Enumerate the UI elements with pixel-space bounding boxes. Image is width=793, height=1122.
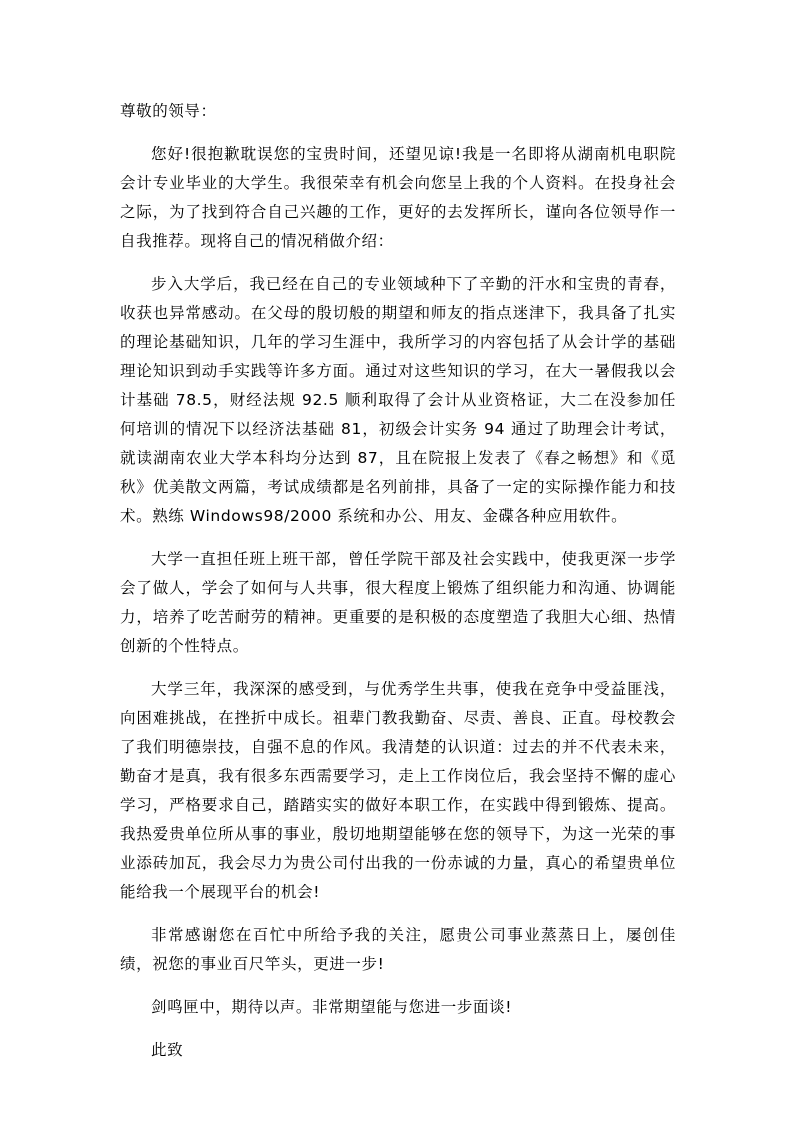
paragraph-growth: 大学三年，我深深的感受到，与优秀学生共事，使我在竞争中受益匪浅，向困难挑战，在挫折中成长。祖辈门教我勤奋、尽责、善良、正直。母校教会了我们明德崇技，自强不息的作风。我清楚的认识道：过去的并不代表未来，勤奋才是真，我有很多东西需要学习，走上工作岗位后，我会坚持不懈的虚心学习，严格要求自己，踏踏实实的做好本职工作，在实践中得到锻炼、提高。我热爱贵单位所从事的事业，殷切地期望能够在您的领导下，为这一光荣的事业添砖加瓦，我会尽力为贵公司付出我的一份赤诚的力量，真心的希望贵单位能给我一个展现平台的机会! bbox=[120, 680, 676, 901]
letter-body bbox=[120, 97, 676, 1065]
paragraph-greeting: 您好!很抱歉耽误您的宝贵时间，还望见谅!我是一名即将从湖南机电职院会计专业毕业的大学生。我很荣幸有机会向您呈上我的个人资料。在投身社会之际，为了找到符合自己兴趣的工作，更好的去发挥所长，谨向各位领导作一自我推荐。现将自己的情况稍做介绍： bbox=[120, 145, 676, 250]
paragraph-leadership: 大学一直担任班上班干部，曾任学院干部及社会实践中，使我更深一步学会了做人，学会了如何与人共事，很大程度上锻炼了组织能力和沟通、协调能力，培养了吃苦耐劳的精神。更重要的是积极的态度塑造了我胆大心细、热情创新的个性特点。 bbox=[120, 550, 676, 655]
paragraph-education: 步入大学后，我已经在自己的专业领域种下了辛勤的汗水和宝贵的青春，收获也异常感动。在父母的殷切般的期望和师友的指点迷津下，我具备了扎实的理论基础知识，几年的学习生涯中，我所学习的内容包括了从会计学的基础理论知识到动手实践等许多方面。通过对这些知识的学习，在大一暑假我以会计基础 78.5，财经法规 92.5 顺利取得了会计从业资格证，大二在没参加任何培训的情况下以经济法基础 81，初级会计实务 94 通过了助理会计考试，就读湖南农业大学本科均分达到 87，且在院报上发表了《春之畅想》和《觅秋》优美散文两篇，考试成绩都是名列前排，具备了一定的实际操作能力和技术。熟练 Windows98/2000 系统和办公、用友、金碟各种应用软件。 bbox=[120, 275, 676, 525]
salutation: 尊敬的领导： bbox=[120, 102, 217, 120]
closing: 此致 bbox=[151, 1041, 184, 1059]
paragraph-interview: 剑鸣匣中，期待以声。非常期望能与您进一步面谈! bbox=[151, 998, 513, 1016]
paragraph-thanks: 非常感谢您在百忙中所给予我的关注，愿贵公司事业蒸蒸日上，屡创佳绩，祝您的事业百尺竿头，更进一步! bbox=[120, 926, 676, 973]
